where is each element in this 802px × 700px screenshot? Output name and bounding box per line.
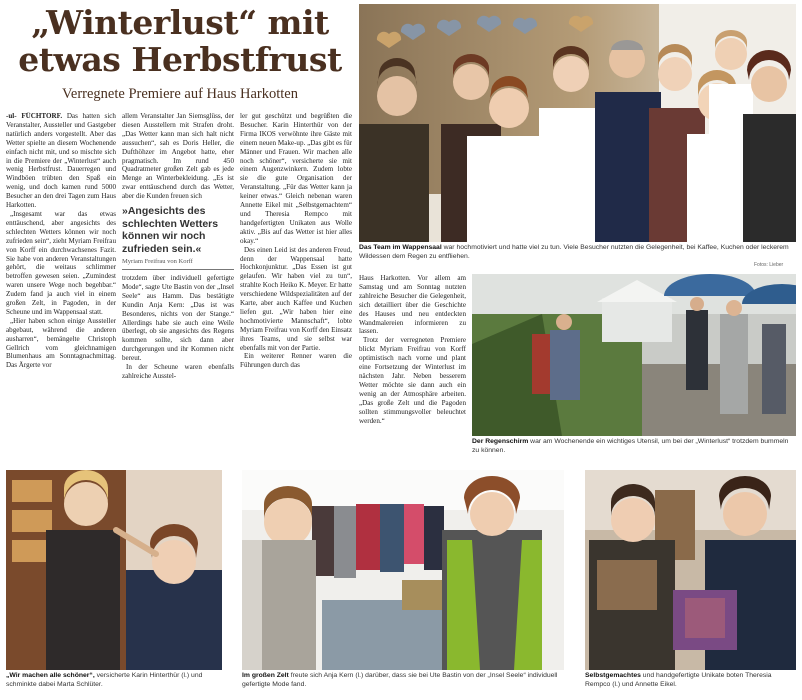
article-column-4	[359, 274, 466, 464]
article-paragraph: In der Scheune waren ebenfalls zahlreiche Ausstel-	[122, 363, 234, 380]
headline-line-1: „Winterlust“ mit	[31, 3, 329, 42]
headline-line-2: etwas Herbstfrust	[18, 40, 342, 79]
rain-photo-illustration	[472, 274, 796, 436]
article-paragraph: -ul- FÜCHTORF. Das hatten sich Veranstalter, Aussteller und Gastgeber natürlich anders vorgestellt. Aber das Wetter spielte an diesem Wochenende einfach nicht mit, und so mischte sich in die Premiere der „Winterlust“ auch wenig Herbstfrust. Dauerregen und Windböen trübten den Spaß ein wenig, und doch kamen rund 5000 Besucher an den drei Tagen zum Haus Harkotten.	[6, 112, 116, 210]
photo-grosses-zelt	[242, 470, 564, 670]
article-paragraph: Trotz der verregneten Premiere blickt Myriam Freifrau von Korff optimistisch nach vorne und plant eine Fortsetzung der Winterlust im nächsten Jahr. Neben besserem Wetter möchte sie dann auch ein wenig an der Atmosphäre arbeiten. „Das große Zelt und die Pagoden sollten stimmungsvoller beleuchtet werden.“	[359, 336, 466, 425]
makeup-photo-illustration	[6, 470, 222, 670]
article-column-2	[122, 112, 234, 472]
article-paragraph: „Insgesamt war das etwas enttäuschend, aber angesichts des schlechten Wetters können wir noch zufrieden sein“, zieht Myriam Freifrau von Korff ein durchwachsenes Fazit. Sie habe von anderen Veranstaltungen gehört, die weitaus schlimmer betroffen gewesen seien. „Zumindest waren unsere Wege noch begehbar.“ Zudem fand ja auch viel in einem großen Zelt, in Pagoden, in der Scheune und im Wappensaal statt.	[6, 209, 116, 316]
subheadline: Verregnete Premiere auf Haus Harkotten	[62, 86, 298, 102]
caption-grosses-zelt: Im großen Zelt freute sich Anja Kern (l.) darüber, dass sie bei Ute Bastin von der „Insel Seele“ individuell gefertigte Mode fand.	[242, 672, 558, 688]
dateline: -ul- FÜCHTORF.	[6, 112, 63, 120]
photo-regenschirm	[472, 274, 796, 436]
article-paragraph: trotzdem über individuell gefertigte Mode“, sagte Ute Bastin von der „Insel Seele“ aus Hamm. Das bestätigte Kundin Anja Kern: „Das ist was Besonderes, nichts von der Stange.“ Allerdings habe sie auch eine Weile überlegt, ob sie angesichts des Regens kommen sollte, sich dann aber durchgerungen und ihr Kommen nicht bereut.	[122, 273, 234, 363]
team-photo-illustration	[359, 4, 796, 242]
caption-regenschirm: Der Regenschirm war am Wochenende ein wichtiges Utensil, um bei der „Winterlust“ trotzdem bummeln zu können.	[472, 438, 789, 454]
article-column-1	[6, 112, 116, 472]
headline	[6, 4, 354, 78]
article-paragraph: Des einen Leid ist des anderen Freud, denn der Wappensaal hatte Hochkonjunktur. „Das Essen ist gut gelaufen. Wir haben viel zu tun“, strahlte Koch Heiko K. Meyer. Er hatte verschiedene Wildspezialitäten auf der Karte, aber auch Kaffee und Kuchen liefen gut. „Wir haben hier eine hochmotivierte Mannschaft“, lobte Myriam Freifrau von Korff den Einsatz ihres Teams, und sie selbst war ebenfalls mit von der Partie.	[240, 245, 352, 352]
article-paragraph: „Hier haben schon einige Aussteller abgebaut, während die anderen ausharren“, bemängelte Christoph Gellrich vom gleichnamigen Blumenhaus am Sonntagnachmittag. Das Ärgerte vor	[6, 316, 116, 370]
pull-quote-author: Myriam Freifrau von Korff	[122, 258, 234, 270]
article-paragraph: allem Veranstalter Jan Siemsglüss, der diesen Ausstellern mit Strafen droht. „Das Wetter kann man sich halt nicht aussuchen“, sah es Doris Heller, die Dufthöhzer im Angebot hatte, eher pragmatisch. Im rund 450 Quadratmeter großen Zelt gab es jede Menge an Winterbekleidung. „Es ist zwar enttäuschend durch das Wetter, aber die Kunden freuen sich	[122, 112, 234, 201]
photo-credit: Fotos: Lieber	[754, 262, 784, 268]
article-paragraph: Haus Harkotten. Vor allem am Samstag und am Sonntag nutzten zahlreiche Besucher die Gelegenheit, sich detailliert über die Geschichte des Hauses und neu entdeckten Wandmalereien informieren zu lassen.	[359, 274, 466, 336]
article-paragraph: ler gut geschützt und begrüßten die Besucher. Karin Hinterthür von der Firma IKOS verwöhnte ihre Gäste mit einem neuen Make-up. „Das gibt es für Männer und Frauen. Wir machen alle noch schöner“, versicherte sie mit einem Augenzwinkern. Zudem lobte sie die gute Organisation der Veranstaltung. „Für das Wetter kann ja keiner etwas.“ Gleich nebenan waren Annette Eikel mit „Selbstgemachtem“ und Theresia Rempco mit handgefertigten Unikaten aus Wolle aktiv. „Bis auf das Wetter ist hier alles okay.“	[240, 112, 352, 245]
caption-selbstgemachtes: Selbstgemachtes und handgefertigte Unikate boten Theresia Rempco (l.) und Annette Eikel.	[585, 672, 772, 688]
pull-quote: »Angesichts des schlechten Wetters können wir noch zufrieden sein.«	[122, 205, 219, 255]
photo-makeup	[6, 470, 222, 670]
article-paragraph: Ein weiterer Renner waren die Führungen durch das	[240, 352, 352, 370]
photo-selbstgemachtes	[585, 470, 796, 670]
tent-photo-illustration	[242, 470, 564, 670]
crafts-photo-illustration	[585, 470, 796, 670]
caption-team: Das Team im Wappensaal war hochmotiviert und hatte viel zu tun. Viele Besucher nutzten die Gelegenheit, bei Kaffee, Kuchen oder leckerem Wildessen dem Regen zu entfliehen.	[359, 244, 789, 260]
caption-makeup: „Wir machen alle schöner“, versicherte Karin Hinterthür (l.) und schminkte dabei Marta Schlüter.	[6, 672, 203, 688]
article-column-3	[240, 112, 352, 472]
photo-team-wappensaal	[359, 4, 796, 242]
